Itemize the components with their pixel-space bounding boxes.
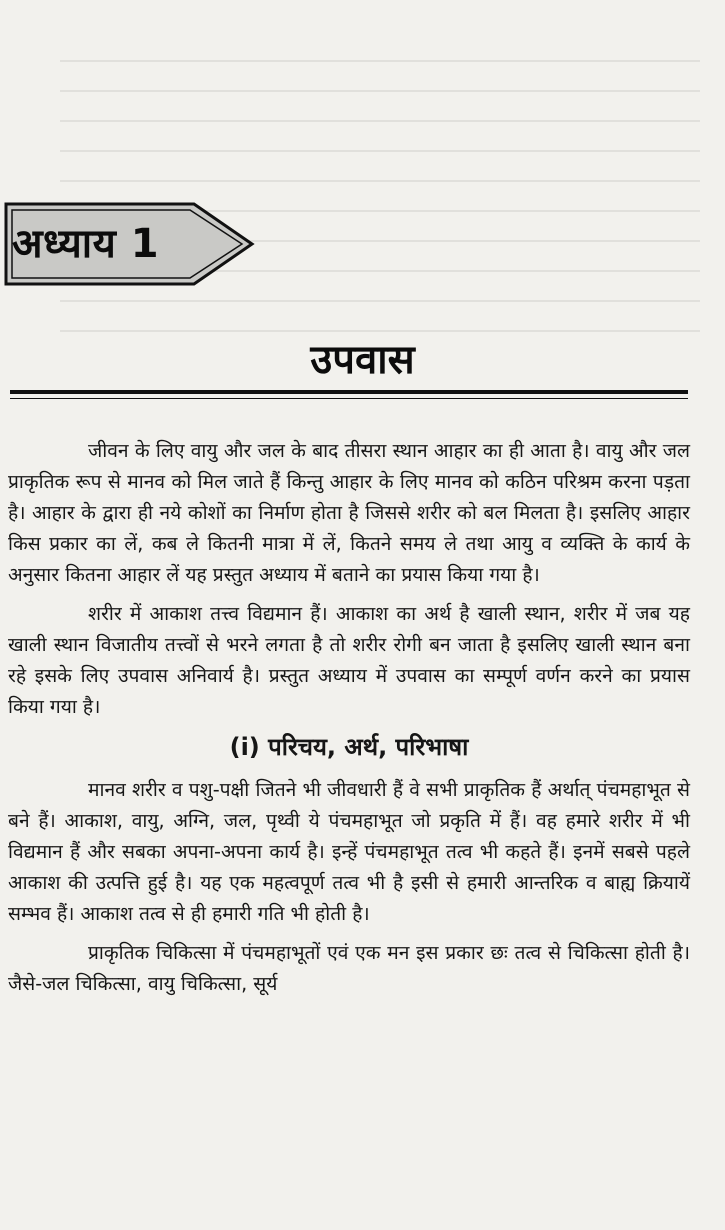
title-rule-thick (10, 390, 688, 394)
chapter-title: उपवास (310, 337, 415, 383)
intro-paragraph-2: शरीर में आकाश तत्त्व विद्यमान हैं। आकाश का अर्थ है खाली स्थान, शरीर में जब यह खाली स्थान विजातीय तत्त्वों से भरने लगता है तो शरीर रोगी बन जाता है इसलिए खाली स्थान बना रहे इसके लिए उपवास अनिवार्य है। प्रस्तुत अध्याय में उपवास का सम्पूर्ण वर्णन करने का प्रयास किया गया है। (8, 602, 690, 718)
chapter-label: अध्याय 1 (12, 221, 160, 267)
intro-paragraph-1: जीवन के लिए वायु और जल के बाद तीसरा स्थान आहार का ही आता है। वायु और जल प्राकृतिक रूप से मानव को मिल जाते हैं किन्तु आहार के लिए मानव को कठिन परिश्रम करना पड़ता है। आहार के द्वारा ही नये कोशों का निर्माण होता है जिससे शरीर को बल मिलता है। इसलिए आहार किस प्रकार का लें, कब ले कितनी मात्रा में लें, कितने समय ले तथा आयु व व्यक्ति के कार्य के अनुसार कितना आहार लें यह प्रस्तुत अध्याय में बताने का प्रयास किया गया है। (8, 439, 690, 586)
chapter-body (8, 435, 690, 999)
section-heading: (i) परिचय, अर्थ, परिभाषा (229, 733, 469, 761)
title-rule-thin (10, 398, 688, 399)
section-paragraph-2: प्राकृतिक चिकित्सा में पंचमहाभूतों एवं एक मन इस प्रकार छः तत्व से चिकित्सा होती है। जैसे-जल चिकित्सा, वायु चिकित्सा, सूर्य (8, 941, 690, 995)
section-paragraph-1: मानव शरीर व पशु-पक्षी जितने भी जीवधारी हैं वे सभी प्राकृतिक हैं अर्थात् पंचमहाभूत से बने हैं। आकाश, वायु, अग्नि, जल, पृथ्वी ये पंचमहाभूत जो प्रकृति में हैं। वह हमारे शरीर में भी विद्यमान हैं और सबका अपना-अपना कार्य है। इन्हें पंचमहाभूत तत्व भी कहते हैं। इनमें सबसे पहले आकाश की उत्पत्ति हुई है। यह एक महत्वपूर्ण तत्व भी है इसी से हमारी आन्तरिक व बाह्य क्रियायें सम्भव हैं। आकाश तत्व से ही हमारी गति भी होती है। (8, 778, 690, 925)
